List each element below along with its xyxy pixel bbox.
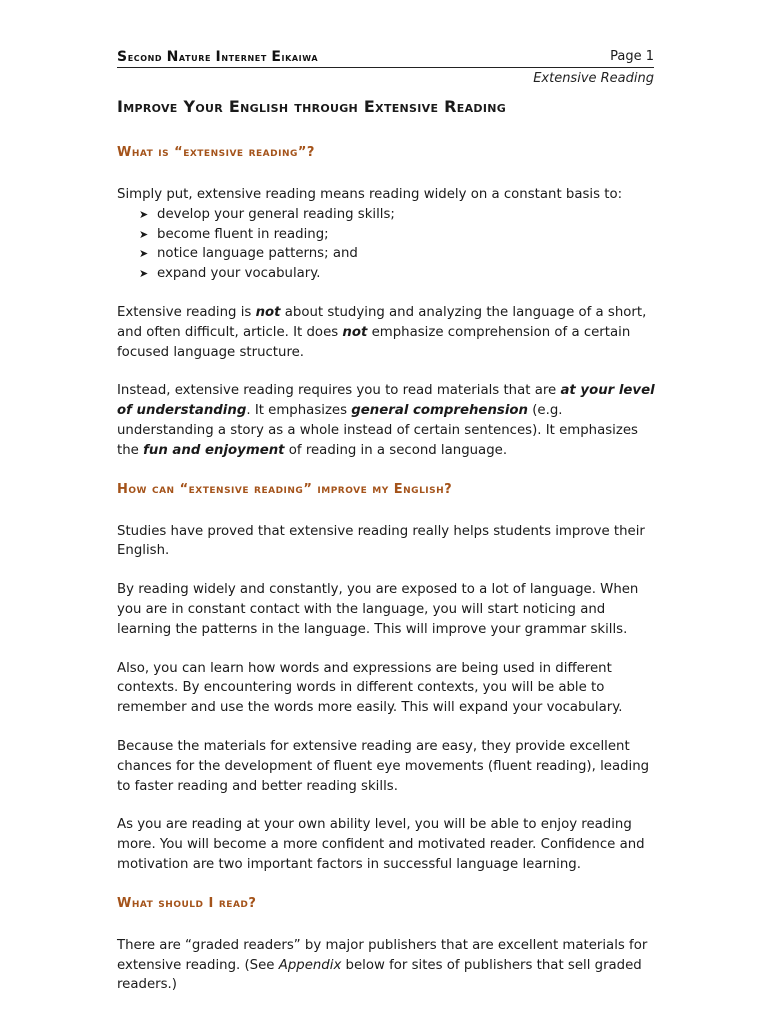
bullet-list [139, 205, 658, 284]
list-item: ➤ develop your general reading skills; [139, 205, 658, 225]
header-page-number: Page 1 [610, 49, 654, 64]
arrow-bullet-icon: ➤ [139, 227, 149, 241]
document-title: Improve Your English through Extensive Reading [117, 97, 507, 116]
paragraph-intro: Simply put, extensive reading means reading widely on a constant basis to: [117, 187, 623, 202]
paragraph-motivation: As you are reading at your own ability level, you will be able to enjoy reading more. You will become a more confident and motivated reader. Confidence and motivation are two important factors in successful language learning. [117, 817, 645, 872]
list-item: ➤ become fluent in reading; [139, 225, 658, 245]
arrow-bullet-icon: ➤ [139, 247, 149, 261]
arrow-bullet-icon: ➤ [139, 207, 149, 221]
list-item: ➤ notice language patterns; and [139, 244, 658, 264]
paragraph-instead: Instead, extensive reading requires you to read materials that are at your level of understanding. It emphasizes general comprehension (e.g. understanding a story as a whole instead of certain sentences). It emphasizes the fun and enjoyment of reading in a second language. [117, 383, 655, 458]
paragraph-graded-readers: There are “graded readers” by major publishers that are excellent materials for extensive reading. (See Appendix below for sites of publishers that sell graded readers.) [117, 937, 648, 993]
document-body [117, 143, 658, 1014]
header-rule [117, 67, 654, 68]
appendix-reference: Appendix [278, 957, 342, 973]
list-item: ➤ expand your vocabulary. [139, 264, 658, 284]
section-heading-what-is: What is “extensive reading”? [117, 145, 315, 160]
section-heading-what-to-read: What should I read? [117, 895, 257, 911]
paragraph-fluent-eye: Because the materials for extensive reading are easy, they provide excellent chances for the development of fluent eye movements (fluent reading), leading to faster reading and better reading skills. [117, 738, 650, 794]
arrow-bullet-icon: ➤ [139, 267, 149, 281]
header-organization: Second Nature Internet Eikaiwa [117, 49, 319, 65]
section-heading-how-can: How can “extensive reading” improve my English? [117, 481, 453, 497]
paragraph-reading-widely: By reading widely and constantly, you are exposed to a lot of language. When you are in constant contact with the language, you will start noticing and learning the patterns in the language. This will improve your grammar skills. [117, 582, 639, 637]
paragraph-contexts: Also, you can learn how words and expressions are being used in different contexts. By encountering words in different contexts, you will be able to remember and use the words more easily. This will expand your vocabulary. [117, 660, 623, 716]
header-subtitle: Extensive Reading [533, 71, 654, 86]
paragraph-not-about: Extensive reading is not about studying and analyzing the language of a short, and often difficult, article. It does not emphasize comprehension of a certain focused language structure. [117, 304, 647, 360]
paragraph-studies: Studies have proved that extensive reading really helps students improve their English. [117, 523, 645, 559]
